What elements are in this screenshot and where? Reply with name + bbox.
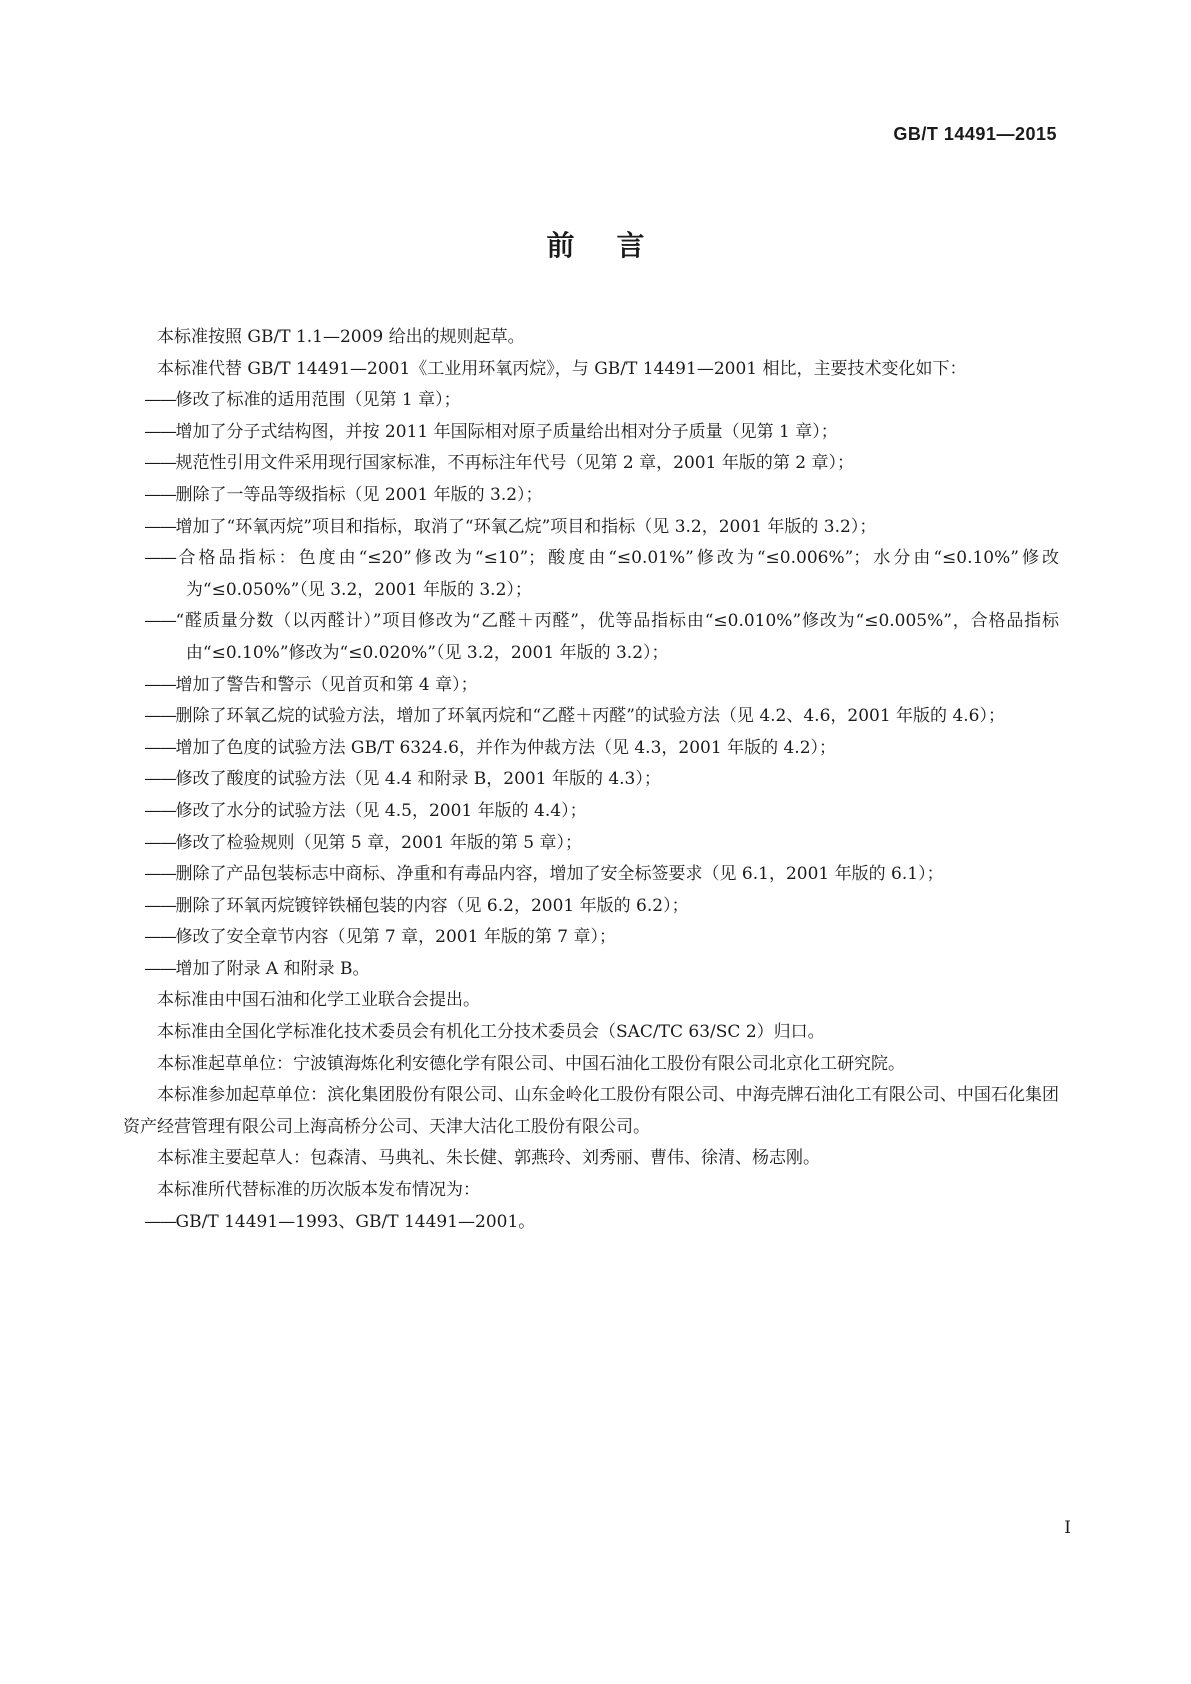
page-number: I xyxy=(1064,1518,1071,1538)
list-item: —— 修改了标准的适用范围（见第 1 章）； xyxy=(123,385,1059,417)
changes-list xyxy=(123,385,1059,985)
list-item: —— 修改了酸度的试验方法（见 4.4 和附录 B，2001 年版的 4.3）； xyxy=(123,764,1059,796)
paragraph-main-drafters: 本标准主要起草人：包森清、马典礼、朱长健、郭燕玲、刘秀丽、曹伟、徐清、杨志刚。 xyxy=(157,1148,820,1169)
list-item: —— 删除了环氧乙烷的试验方法，增加了环氧丙烷和“乙醛＋丙醛”的试验方法（见 4.2、4.6，2001 年版的 4.6）； xyxy=(123,701,1059,733)
list-item: —— 规范性引用文件采用现行国家标准，不再标注年代号（见第 2 章，2001 年版的第 2 章）； xyxy=(123,448,1059,480)
standard-code: GB/T 14491—2015 xyxy=(893,124,1057,144)
list-item: —— 增加了分子式结构图，并按 2011 年国际相对原子质量给出相对分子质量（见第 1 章）； xyxy=(123,417,1059,449)
document-body xyxy=(123,322,1059,1238)
list-item: —— 增加了警告和警示（见首页和第 4 章）； xyxy=(123,670,1059,702)
paragraph-drafting-rules: 本标准按照 GB/T 1.1—2009 给出的规则起草。 xyxy=(157,327,525,347)
history-item: —— GB/T 14491—1993、GB/T 14491—2001。 xyxy=(123,1207,1059,1239)
paragraph-proposer: 本标准由中国石油和化学工业联合会提出。 xyxy=(157,990,480,1011)
list-item: —— 增加了附录 A 和附录 B。 xyxy=(123,954,1059,986)
list-item: —— 修改了安全章节内容（见第 7 章，2001 年版的第 7 章）； xyxy=(123,922,1059,954)
paragraph-history-intro: 本标准所代替标准的历次版本发布情况为： xyxy=(157,1180,480,1201)
paragraph-drafting-units: 本标准起草单位：宁波镇海炼化利安德化学有限公司、中国石油化工股份有限公司北京化工研究院。 xyxy=(157,1053,905,1074)
list-item: —— 修改了水分的试验方法（见 4.5，2001 年版的 4.4）； xyxy=(123,796,1059,828)
list-item: —— 删除了一等品等级指标（见 2001 年版的 3.2）； xyxy=(123,480,1059,512)
list-item: —— 合格品指标：色度由“≤20”修改为“≤10”；酸度由“≤0.01%”修改为“≤0.006%”；水分由“≤0.10%”修改为“≤0.050%”（见 3.2，2001 年版的 3.2）； xyxy=(123,543,1059,606)
paragraph-committee: 本标准由全国化学标准化技术委员会有机化工分技术委员会（SAC/TC 63/SC 2）归口。 xyxy=(157,1022,825,1043)
paragraph-participating-units: 本标准参加起草单位：滨化集团股份有限公司、山东金岭化工股份有限公司、中海壳牌石油化工有限公司、中国石化集团资产经营管理有限公司上海高桥分公司、天津大沽化工股份有限公司。 xyxy=(123,1085,1059,1137)
page-title: 前言 xyxy=(546,229,687,262)
list-item: —— 增加了色度的试验方法 GB/T 6324.6，并作为仲裁方法（见 4.3，2001 年版的 4.2）； xyxy=(123,733,1059,765)
list-item: —— 修改了检验规则（见第 5 章，2001 年版的第 5 章）； xyxy=(123,828,1059,860)
list-item: —— “醛质量分数（以丙醛计）”项目修改为“乙醛＋丙醛”，优等品指标由“≤0.010%”修改为“≤0.005%”，合格品指标由“≤0.10%”修改为“≤0.020%”（见 3.2，2001 年版的 3.2）； xyxy=(123,606,1059,669)
list-item: —— 删除了环氧丙烷镀锌铁桶包装的内容（见 6.2，2001 年版的 6.2）； xyxy=(123,891,1059,923)
list-item: —— 增加了“环氧丙烷”项目和指标，取消了“环氧乙烷”项目和指标（见 3.2，2001 年版的 3.2）； xyxy=(123,512,1059,544)
list-item: —— 删除了产品包装标志中商标、净重和有毒品内容，增加了安全标签要求（见 6.1，2001 年版的 6.1）； xyxy=(123,859,1059,891)
paragraph-replacement: 本标准代替 GB/T 14491—2001《工业用环氧丙烷》，与 GB/T 14491—2001 相比，主要技术变化如下： xyxy=(157,358,967,379)
